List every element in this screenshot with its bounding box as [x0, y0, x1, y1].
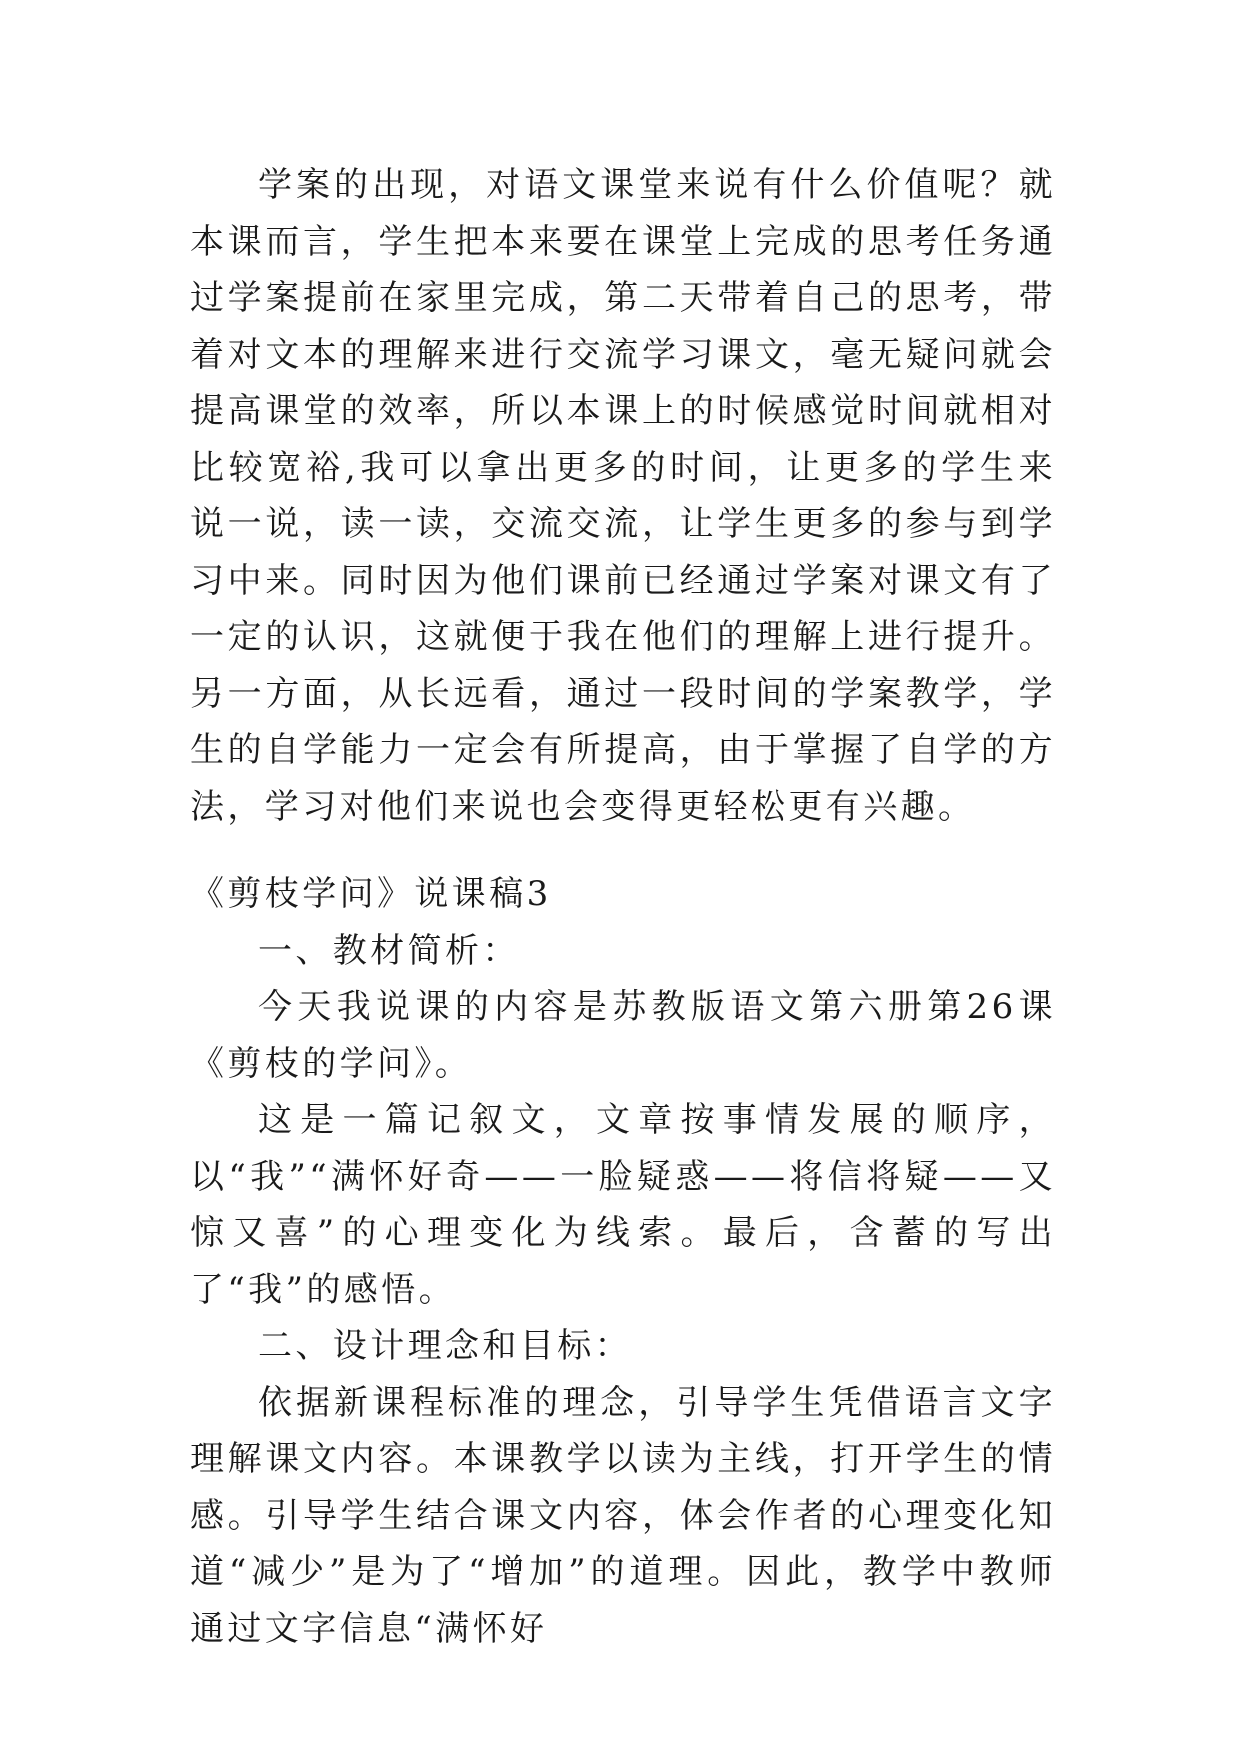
body-paragraph: 这是一篇记叙文，文章按事情发展的顺序，以“我”“满怀好奇——一脸疑惑——将信将疑——又惊又喜”的心理变化为线索。最后，含蓄的写出了“我”的感悟。	[190, 1100, 1056, 1310]
body-paragraph: 依据新课程标准的理念，引导学生凭借语言文字理解课文内容。本课教学以读为主线，打开学生的情感。引导学生结合课文内容，体会作者的心理变化知道“减少”是为了“增加”的道理。因此，教学中教师通过文字信息“满怀好	[190, 1382, 1056, 1649]
text-block-top	[190, 157, 1056, 835]
body-paragraph: 今天我说课的内容是苏教版语文第六册第26课《剪枝的学问》。	[190, 987, 1056, 1084]
body-paragraph: 学案的出现，对语文课堂来说有什么价值呢？就本课而言，学生把本来要在课堂上完成的思考任务通过学案提前在家里完成，第二天带着自己的思考，带着对文本的理解来进行交流学习课文，毫无疑问就会提高课堂的效率，所以本课上的时候感觉时间就相对比较宽裕,我可以拿出更多的时间，让更多的学生来说一说，读一读，交流交流，让学生更多的参与到学习中来。同时因为他们课前已经通过学案对课文有了一定的认识，这就便于我在他们的理解上进行提升。另一方面，从长远看，通过一段时间的学案教学，学生的自学能力一定会有所提高，由于掌握了自学的方法，学习对他们来说也会变得更轻松更有兴趣。	[190, 165, 1056, 827]
section-heading: 一、教材简析：	[258, 930, 520, 971]
section-title: 《剪枝学问》说课稿3	[190, 874, 552, 914]
section-heading: 二、设计理念和目标：	[258, 1326, 632, 1366]
text-block-section	[190, 866, 1056, 1657]
